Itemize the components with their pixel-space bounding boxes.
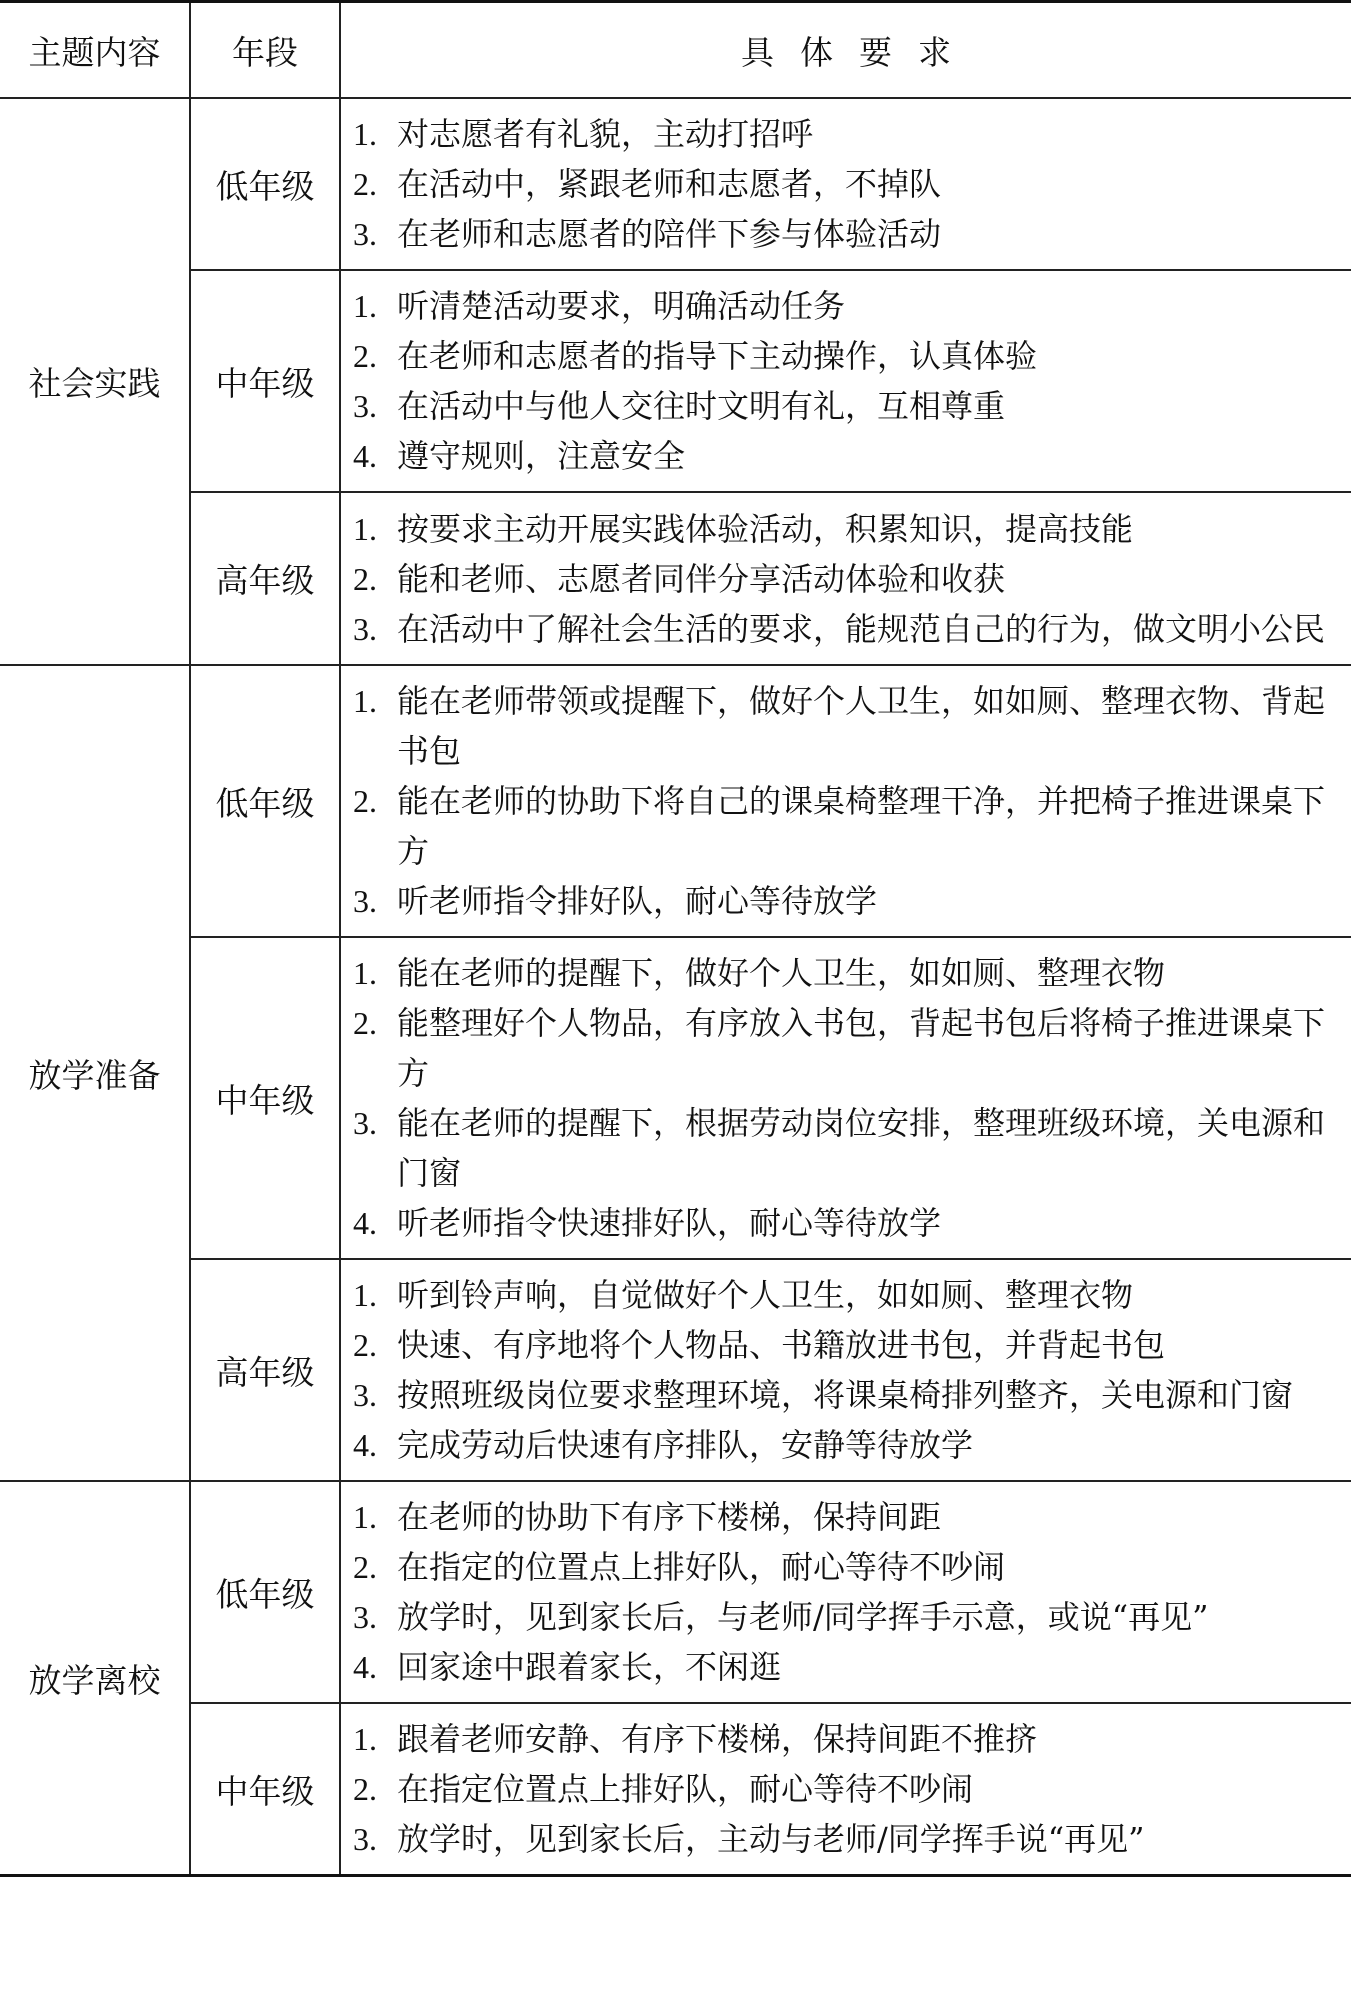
grade-cell: 中年级 <box>190 1703 340 1876</box>
item-number: 1. <box>353 683 377 719</box>
requirements-cell <box>340 1481 1351 1703</box>
requirement-item <box>353 381 1345 431</box>
item-text: 能在老师的提醒下，根据劳动岗位安排，整理班级环境，关电源和门窗 <box>397 1104 1326 1192</box>
item-number: 2. <box>353 1771 377 1807</box>
requirement-list <box>353 676 1345 926</box>
item-text: 在老师的协助下有序下楼梯，保持间距 <box>397 1498 942 1536</box>
table-row <box>0 492 1351 665</box>
table-row <box>0 665 1351 937</box>
theme-cell: 社会实践 <box>0 98 190 665</box>
item-number: 1. <box>353 116 377 152</box>
item-number: 3. <box>353 883 377 919</box>
item-text: 听到铃声响，自觉做好个人卫生，如如厕、整理衣物 <box>397 1276 1134 1314</box>
item-text: 能在老师的协助下将自己的课桌椅整理干净，并把椅子推进课桌下方 <box>397 782 1326 870</box>
requirement-item <box>353 1420 1345 1470</box>
requirements-cell <box>340 1703 1351 1876</box>
item-text: 遵守规则，注意安全 <box>397 437 686 475</box>
requirement-list <box>353 948 1345 1248</box>
item-number: 1. <box>353 1277 377 1313</box>
item-number: 4. <box>353 1427 377 1463</box>
requirement-item <box>353 1764 1345 1814</box>
item-number: 1. <box>353 288 377 324</box>
header-grade: 年段 <box>190 2 340 99</box>
item-text: 在活动中，紧跟老师和志愿者，不掉队 <box>397 165 942 203</box>
requirement-item <box>353 1642 1345 1692</box>
item-number: 1. <box>353 1499 377 1535</box>
theme-cell: 放学离校 <box>0 1481 190 1876</box>
requirement-item <box>353 948 1345 998</box>
item-number: 2. <box>353 1327 377 1363</box>
requirement-list <box>353 1270 1345 1470</box>
item-text: 听老师指令快速排好队，耐心等待放学 <box>397 1204 942 1242</box>
item-text: 按照班级岗位要求整理环境，将课桌椅排列整齐，关电源和门窗 <box>397 1376 1294 1414</box>
header-requirements <box>340 2 1351 99</box>
item-text: 按要求主动开展实践体验活动，积累知识，提高技能 <box>397 509 1134 548</box>
requirement-item <box>353 209 1345 259</box>
requirement-item <box>353 504 1345 554</box>
item-text: 在活动中了解社会生活的要求，能规范自己的行为，做文明小公民 <box>397 609 1326 648</box>
table-row <box>0 1481 1351 1703</box>
item-number: 4. <box>353 438 377 474</box>
item-number: 1. <box>353 1721 377 1757</box>
requirement-list <box>353 1492 1345 1692</box>
item-text: 放学时，见到家长后，与老师/同学挥手示意，或说“再见” <box>397 1598 1209 1636</box>
item-text: 回家途中跟着家长，不闲逛 <box>397 1648 782 1686</box>
requirements-cell <box>340 1259 1351 1481</box>
requirement-list <box>353 504 1345 654</box>
requirement-item <box>353 431 1345 481</box>
item-number: 2. <box>353 783 377 819</box>
item-text: 能和老师、志愿者同伴分享活动体验和收获 <box>397 559 1006 598</box>
requirement-item <box>353 998 1345 1098</box>
item-number: 3. <box>353 388 377 424</box>
requirement-item <box>353 1714 1345 1764</box>
item-number: 3. <box>353 1821 377 1857</box>
requirement-list <box>353 1714 1345 1864</box>
header-row <box>0 2 1351 99</box>
requirement-item <box>353 676 1345 776</box>
requirement-item <box>353 604 1345 654</box>
grade-cell: 高年级 <box>190 492 340 665</box>
requirement-item <box>353 1098 1345 1198</box>
item-number: 2. <box>353 560 377 597</box>
header-theme: 主题内容 <box>0 2 190 99</box>
item-text: 快速、有序地将个人物品、书籍放进书包，并背起书包 <box>397 1326 1166 1364</box>
table-body <box>0 98 1351 1876</box>
requirement-item <box>353 1492 1345 1542</box>
item-text: 听清楚活动要求，明确活动任务 <box>397 287 846 325</box>
item-number: 1. <box>353 510 377 547</box>
item-number: 2. <box>353 338 377 374</box>
requirement-item <box>353 776 1345 876</box>
requirement-item <box>353 1592 1345 1642</box>
theme-cell: 放学准备 <box>0 665 190 1481</box>
item-number: 1. <box>353 955 377 991</box>
item-text: 听老师指令排好队，耐心等待放学 <box>397 882 878 920</box>
requirement-item <box>353 876 1345 926</box>
requirements-cell <box>340 665 1351 937</box>
requirement-list <box>353 281 1345 481</box>
requirements-cell <box>340 492 1351 665</box>
requirement-item <box>353 1198 1345 1248</box>
item-text: 跟着老师安静、有序下楼梯，保持间距不推挤 <box>397 1720 1038 1758</box>
item-number: 3. <box>353 216 377 252</box>
grade-cell: 中年级 <box>190 937 340 1259</box>
item-text: 对志愿者有礼貌，主动打招呼 <box>397 115 814 153</box>
item-text: 在老师和志愿者的陪伴下参与体验活动 <box>397 215 942 253</box>
requirements-cell <box>340 270 1351 492</box>
requirement-item <box>353 1814 1345 1864</box>
requirements-cell <box>340 98 1351 270</box>
table-row <box>0 1259 1351 1481</box>
header-requirements-label: 具体要求 <box>741 32 977 72</box>
item-text: 放学时，见到家长后，主动与老师/同学挥手说“再见” <box>397 1820 1145 1858</box>
item-text: 在指定位置点上排好队，耐心等待不吵闹 <box>397 1770 974 1808</box>
grade-cell: 低年级 <box>190 665 340 937</box>
item-text: 在活动中与他人交往时文明有礼，互相尊重 <box>397 387 1006 425</box>
item-text: 在指定的位置点上排好队，耐心等待不吵闹 <box>397 1548 1006 1586</box>
item-number: 2. <box>353 166 377 202</box>
requirement-list <box>353 109 1345 259</box>
item-number: 3. <box>353 1377 377 1413</box>
table-row <box>0 270 1351 492</box>
item-text: 能在老师带领或提醒下，做好个人卫生，如如厕、整理衣物、背起书包 <box>397 682 1326 770</box>
item-text: 在老师和志愿者的指导下主动操作，认真体验 <box>397 337 1038 375</box>
item-number: 2. <box>353 1005 377 1041</box>
requirements-cell <box>340 937 1351 1259</box>
grade-cell: 高年级 <box>190 1259 340 1481</box>
item-text: 能在老师的提醒下，做好个人卫生，如如厕、整理衣物 <box>397 954 1166 992</box>
table-row <box>0 1703 1351 1876</box>
grade-cell: 低年级 <box>190 1481 340 1703</box>
item-number: 2. <box>353 1549 377 1585</box>
requirement-item <box>353 281 1345 331</box>
requirement-item <box>353 109 1345 159</box>
item-number: 4. <box>353 1205 377 1241</box>
item-number: 3. <box>353 1599 377 1635</box>
requirement-item <box>353 331 1345 381</box>
grade-cell: 低年级 <box>190 98 340 270</box>
table-row <box>0 937 1351 1259</box>
requirement-item <box>353 1270 1345 1320</box>
grade-cell: 中年级 <box>190 270 340 492</box>
requirement-item <box>353 554 1345 604</box>
item-text: 能整理好个人物品，有序放入书包，背起书包后将椅子推进课桌下方 <box>397 1004 1326 1092</box>
item-text: 完成劳动后快速有序排队，安静等待放学 <box>397 1426 974 1464</box>
requirement-item <box>353 159 1345 209</box>
requirement-item <box>353 1320 1345 1370</box>
item-number: 3. <box>353 1105 377 1141</box>
table-row <box>0 98 1351 270</box>
item-number: 3. <box>353 610 377 647</box>
requirement-item <box>353 1370 1345 1420</box>
item-number: 4. <box>353 1649 377 1685</box>
requirement-item <box>353 1542 1345 1592</box>
